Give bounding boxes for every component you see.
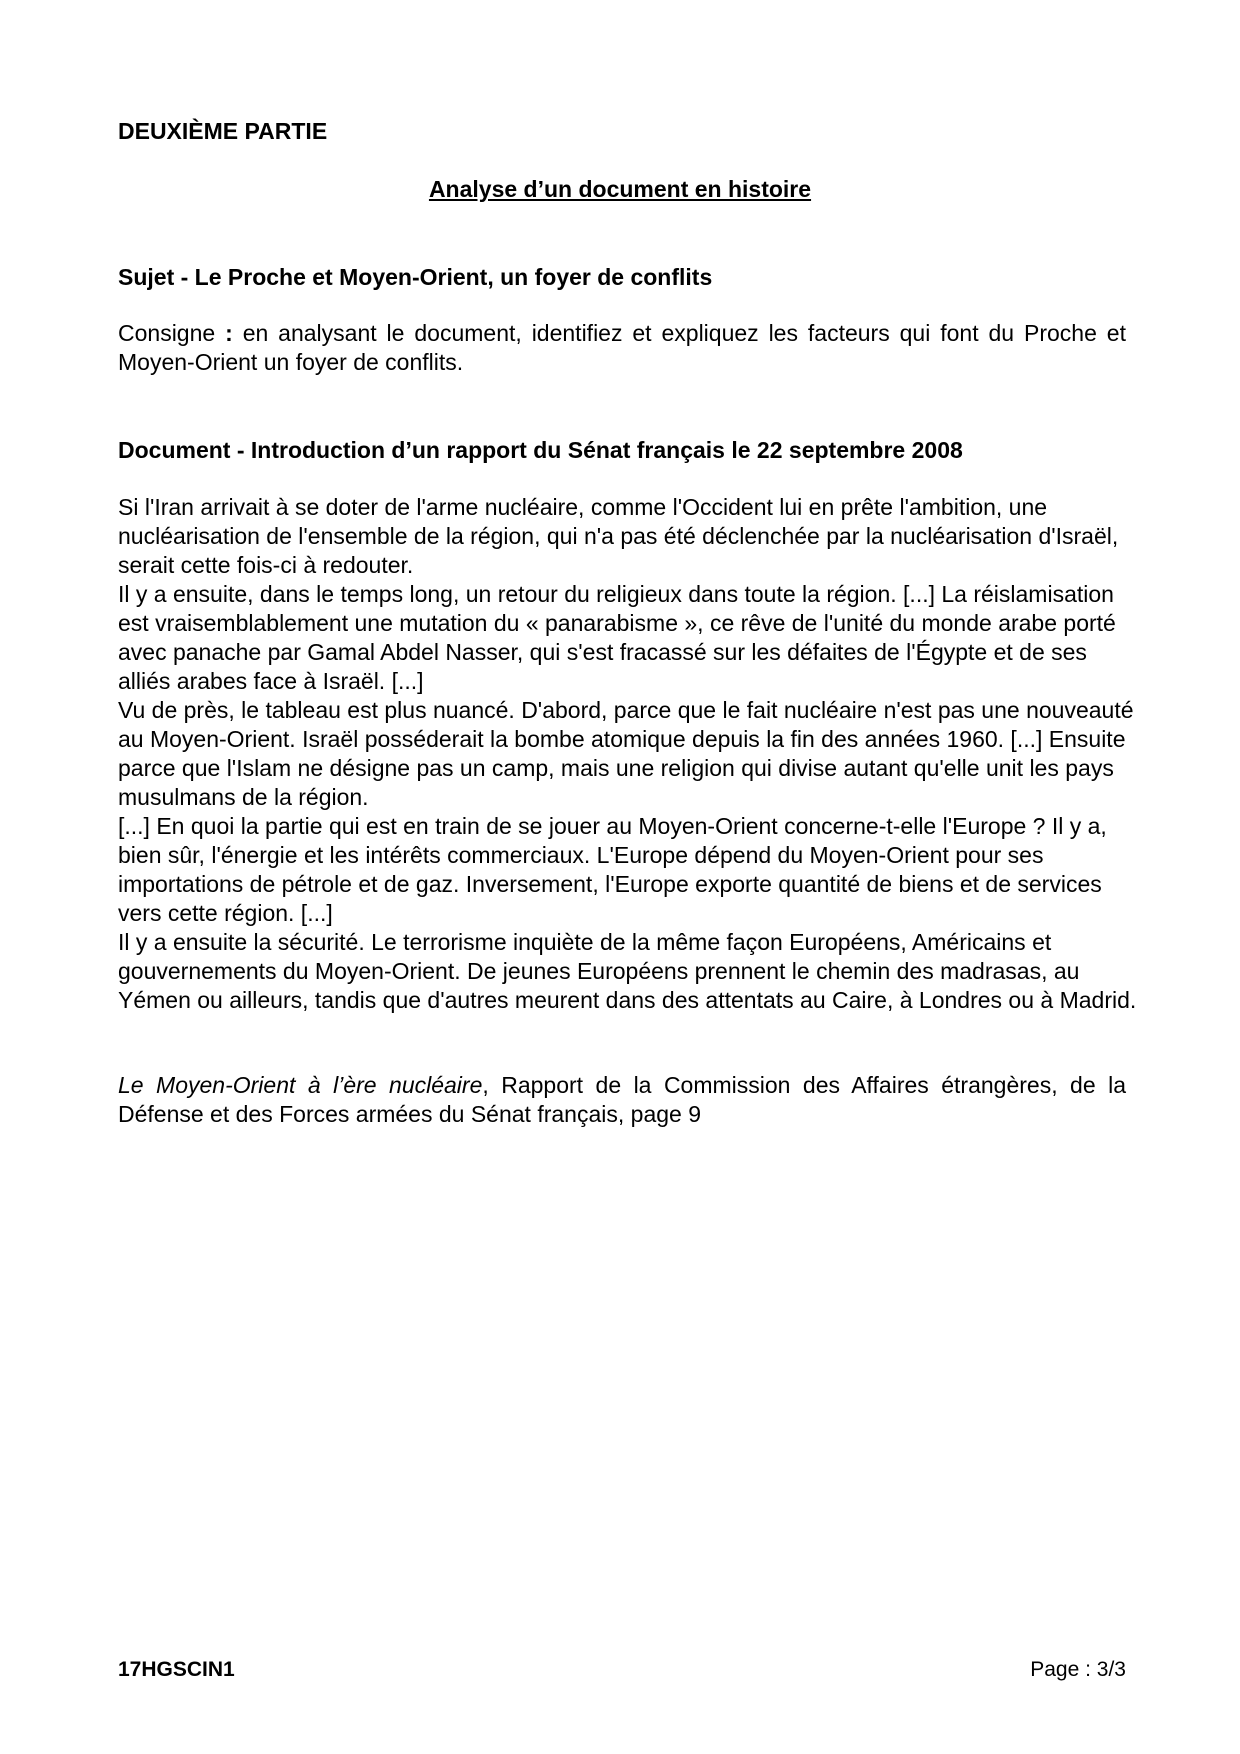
- document-paragraph: Si l'Iran arrivait à se doter de l'arme nucléaire, comme l'Occident lui en prête l'ambition, une nucléarisation de l'ensemble de la région, qui n'a pas été déclenchée par la nucléarisation d'Israël, serait cette fois-ci à redouter.: [118, 494, 1119, 578]
- part-heading: DEUXIÈME PARTIE: [118, 118, 328, 144]
- source-details: , Rapport de la Commission des Affaires étrangères, de la Défense et des Forces armées du Sénat français, page 9: [118, 1072, 1127, 1127]
- subject-heading: Sujet - Le Proche et Moyen-Orient, un foyer de conflits: [118, 264, 713, 290]
- exam-code: 17HGSCIN1: [118, 1658, 235, 1681]
- section-title: Analyse d’un document en histoire: [428, 176, 812, 202]
- source-citation: [118, 1071, 1126, 1129]
- document-paragraph: Il y a ensuite la sécurité. Le terrorisme inquiète de la même façon Européens, Américains et gouvernements du Moyen-Orient. De jeunes Européens prennent le chemin des madrasas, au Yémen ou ailleurs, tandis que d'autres meurent dans des attentats au Caire, à Londres ou à Madrid.: [118, 929, 1137, 1013]
- document-paragraph: Vu de près, le tableau est plus nuancé. D'abord, parce que le fait nucléaire n'est pas une nouveauté au Moyen-Orient. Israël posséderait la bombe atomique depuis la fin des années 1960. [...] Ensuite parce que l'Islam ne désigne pas un camp, mais une religion qui divise autant qu'elle unit les pays musulmans de la région.: [118, 697, 1134, 810]
- instruction-separator: :: [215, 320, 243, 346]
- page-number: Page : 3/3: [1030, 1658, 1126, 1681]
- document-paragraph: Il y a ensuite, dans le temps long, un retour du religieux dans toute la région. [...] La réislamisation est vraisemblablement une mutation du « panarabisme », ce rêve de l'unité du monde arabe porté avec panache par Gamal Abdel Nasser, qui s'est fracassé sur les défaites de l'Égypte et de ses alliés arabes face à Israël. [...]: [118, 581, 1116, 694]
- instruction-label: Consigne: [118, 320, 216, 346]
- instruction-text: en analysant le document, identifiez et expliquez les facteurs qui font du Proche et Moyen-Orient un foyer de conflits.: [118, 320, 1126, 375]
- document-heading: Document - Introduction d’un rapport du Sénat français le 22 septembre 2008: [118, 437, 963, 463]
- document-body: [118, 493, 1138, 1015]
- document-paragraph: [...] En quoi la partie qui est en train de se jouer au Moyen-Orient concerne-t-elle l'Europe ? Il y a, bien sûr, l'énergie et les intérêts commerciaux. L'Europe dépend du Moyen-Orient pour ses importations de pétrole et de gaz. Inversement, l'Europe exporte quantité de biens et de services vers cette région. [...]: [118, 813, 1107, 926]
- source-title: Le Moyen-Orient à l’ère nucléaire: [118, 1072, 483, 1098]
- instruction-paragraph: [118, 319, 1126, 377]
